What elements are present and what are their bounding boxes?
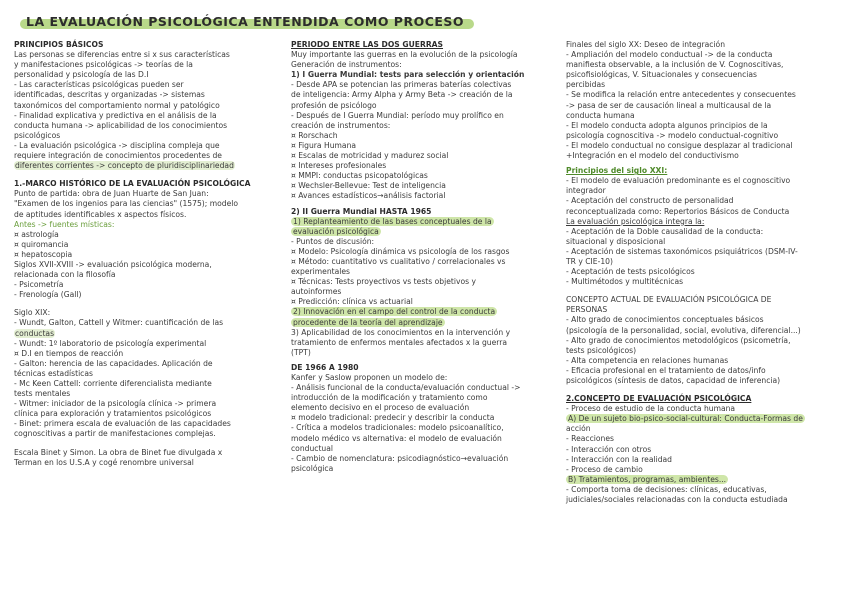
text-line: conducta humana (566, 110, 635, 120)
text-line: clínica para exploración y tratamientos psicológicos (14, 409, 212, 419)
text-line: 2.CONCEPTO DE EVALUACIÓN PSICOLÓGICA (566, 394, 752, 404)
text-line: "Examen de los ingenios para las ciencias" (1575); modelo (14, 199, 239, 209)
text-line: modelo médico vs alternativa: el modelo de evaluación (291, 433, 502, 443)
text-line: - Galton: herencia de las capacidades. Aplicación de (14, 358, 213, 368)
text-line: - Aceptación de la Doble causalidad de la conducta: (566, 226, 764, 236)
text-line: ¤ D.I en tiempos de reacción (14, 348, 124, 358)
highlighted-text: 2) Innovación en el campo del control de la conducta (293, 307, 496, 317)
text-line: relacionada con la filosofía (14, 270, 116, 280)
text-line: - Aceptación de sistemas taxonómicos psiquiátricos (DSM-IV- (566, 246, 798, 256)
text-line: psicológicos (14, 130, 61, 140)
text-line: reconceptualizada como: Repertorios Básicos de Conducta (566, 206, 790, 216)
text-line (291, 318, 561, 328)
text-line: - Frenología (Gall) (14, 290, 82, 300)
text-line: ¤ Escalas de motricidad y madurez social (291, 151, 449, 161)
text-line: ¤ Método: cuantitativo vs cualitativo / correlacionales vs (291, 256, 506, 266)
text-line: tests mentales (14, 389, 71, 399)
text-line: creación de instrumentos: (291, 120, 391, 130)
text-line: 1) I Guerra Mundial: tests para selección y orientación (291, 70, 525, 80)
text-line: +Integración en el modelo del conductivismo (566, 151, 739, 161)
text-line (14, 161, 282, 171)
text-line: psicológicos (síntesis de datos, capacidad de inferencia) (566, 376, 781, 385)
text-line: - Puntos de discusión: (291, 236, 375, 246)
text-line: DE 1966 A 1980 (291, 362, 359, 372)
text-line: (TPT) (291, 347, 311, 357)
text-line: - Aceptación del constructo de personalidad (566, 196, 734, 206)
text-line: 1.-MARCO HISTÓRICO DE LA EVALUACIÓN PSICOLÓGICA (14, 179, 251, 189)
text-line: de inteligencia: Army Alpha y Army Beta -> creación de la (291, 90, 513, 100)
highlighted-text: conductas (15, 328, 55, 338)
text-line: - Aceptación de tests psicológicos (566, 267, 695, 277)
text-line: - Wundt: 1º laboratorio de psicología experimental (14, 338, 207, 348)
highlighted-text: A) De un sujeto bio-psico-social-cultural: Conducta-Formas de (568, 414, 803, 424)
text-line: - Alto grado de conocimientos metodológicos (psicometría, (566, 335, 791, 345)
text-line: ¤ Intereses profesionales (291, 161, 387, 171)
text-line: percibidas (566, 80, 606, 90)
text-line: tests psicológicos) (566, 345, 637, 355)
text-line: manifiesta observable, a la inclusión de V. Cognoscitivas, (566, 60, 784, 70)
text-line: psicológica (291, 463, 334, 473)
text-line: - Multimétodos y multitécnicas (566, 277, 684, 287)
text-line: elemento decisivo en el proceso de evaluación (291, 403, 470, 413)
spacer (566, 287, 844, 295)
text-line: Siglos XVII-XVIII -> evaluación psicológica moderna, (14, 259, 212, 269)
text-line: 2) II Guerra Mundial HASTA 1965 (291, 206, 432, 216)
text-line: ¤ MMPI: conductas psicopatológicas (291, 171, 428, 181)
text-line: acción (566, 424, 591, 434)
text-line: Antes -> fuentes místicas: (14, 219, 115, 229)
text-line: técnicas estadísticas (14, 368, 93, 378)
column-middle (291, 40, 561, 474)
text-line: y manifestaciones psicológicas -> teorías de la (14, 60, 193, 70)
spacer (566, 386, 844, 394)
text-line: - Proceso de cambio (566, 464, 643, 474)
text-line: Generación de instrumentos: (291, 60, 402, 70)
text-line: - Análisis funcional de la conducta/evaluación conductual -> (291, 383, 521, 393)
text-line: - Reacciones (566, 434, 614, 444)
text-line: - Finalidad explicativa y predictiva en el análisis de la (14, 110, 217, 120)
text-line: requiere integración de conocimientos procedentes de (14, 151, 222, 161)
text-line: personalidad y psicología de las D.I (14, 70, 149, 80)
text-line: - Proceso de estudio de la conducta humana (566, 404, 736, 414)
column-right (566, 40, 844, 505)
text-line: - Interacción con la realidad (566, 454, 672, 464)
text-line: ¤ astrología (14, 229, 59, 239)
text-line: - Eficacia profesional en el tratamiento de datos/info (566, 365, 766, 375)
text-line (14, 329, 282, 339)
text-line: psicofisiológicas, V. Situacionales y consecuencias (566, 70, 758, 80)
text-line: PERSONAS (566, 305, 608, 315)
text-line: ¤ Avances estadísticos→análisis factorial (291, 191, 446, 201)
text-line: PRINCIPIOS BÁSICOS (14, 40, 104, 49)
text-line: autoinformes (291, 287, 342, 297)
text-line: CONCEPTO ACTUAL DE EVALUACIÓN PSICOLÓGICA DE (566, 295, 772, 305)
text-line: psicología cognoscitiva -> modelo conductual-cognitivo (566, 130, 779, 140)
text-line: de aptitudes identificables x aspectos físicos. (14, 209, 187, 219)
text-line: Escala Binet y Simon. La obra de Binet fue divulgada x (14, 447, 223, 457)
text-line: ¤ Modelo: Psicología dinámica vs psicología de los rasgos (291, 246, 510, 256)
text-line: ¤ Predicción: clínica vs actuarial (291, 297, 413, 307)
highlighted-text: procedente de la teoría del aprendizaje (293, 317, 443, 327)
text-line: - Después de I Guerra Mundial: período muy prolífico en (291, 110, 504, 120)
text-line: Punto de partida: obra de Juan Huarte de San Juan: (14, 189, 209, 199)
text-line: Siglo XIX: (14, 308, 51, 318)
text-line: - Mc Keen Cattell: corriente diferencialista mediante (14, 379, 212, 388)
title-text: LA EVALUACIÓN PSICOLÓGICA ENTENDIDA COMO PROCESO (26, 14, 465, 29)
text-line: PERIODO ENTRE LAS DOS GUERRAS (291, 40, 444, 49)
text-line: introducción de la modificación y tratamiento como (291, 393, 488, 403)
text-line: TR y CIE-10) (566, 256, 613, 266)
text-line: Kanfer y Saslow proponen un modelo de: (291, 373, 448, 382)
text-line: taxonómicos del comportamiento normal y patológico (14, 100, 220, 110)
text-line: situacional y disposicional (566, 236, 666, 246)
text-line: ¤ quiromancia (14, 239, 69, 249)
text-line (566, 475, 844, 485)
text-line: ¤ Figura Humana (291, 140, 357, 150)
text-line: ¤ modelo tradicional: predecir y describir la conducta (291, 413, 495, 423)
text-line: ¤ Wechsler-Bellevue: Test de inteligencia (291, 181, 446, 191)
column-left (14, 40, 282, 468)
text-line: - La evaluación psicológica -> disciplina compleja que (14, 140, 220, 150)
text-line: Las personas se diferencias entre si x sus características (14, 50, 230, 60)
text-line: - Ampliación del modelo conductual -> de la conducta (566, 50, 773, 60)
text-line: ¤ Rorschach (291, 130, 338, 140)
text-line: cognoscitivas a partir de manifestaciones complejas. (14, 429, 216, 439)
spacer (14, 300, 282, 308)
text-line: ¤ hepatoscopia (14, 249, 73, 259)
text-line (291, 217, 561, 227)
spacer (14, 171, 282, 179)
text-line: - Psicometría (14, 280, 64, 290)
text-line: - Witmer: iniciador de la psicología clínica -> primera (14, 399, 217, 409)
highlighted-text: diferentes corrientes -> concepto de pluridisciplinariedad (15, 161, 234, 171)
text-line: -> pasa de ser de causación lineal a multicausal de la (566, 100, 772, 110)
text-line: - Se modifica la relación entre antecedentes y consecuentes (566, 90, 796, 100)
text-line: - Alto grado de conocimientos conceptuales básicos (566, 315, 764, 325)
text-line: (psicología de la personalidad, social, evolutiva, diferencial...) (566, 325, 801, 335)
text-line: - Comporta toma de decisiones: clínicas, educativas, (566, 484, 767, 494)
text-line: - Cambio de nomenclatura: psicodiagnóstico→evaluación (291, 453, 509, 463)
text-line: 3) Aplicabilidad de los conocimientos en la intervención y (291, 327, 511, 337)
text-line: tratamiento de enfermos mentales afectados x la guerra (291, 337, 508, 347)
text-line: - Wundt, Galton, Cattell y Witmer: cuantificación de las (14, 318, 224, 328)
text-line: Terman en los U.S.A y cogé renombre universal (14, 457, 194, 467)
text-line: Finales del siglo XX: Deseo de integración (566, 40, 726, 49)
text-line: ¤ Técnicas: Tests proyectivos vs tests objetivos y (291, 277, 476, 287)
text-line: experimentales (291, 267, 351, 277)
text-line: - Crítica a modelos tradicionales: modelo psicoanalítico, (291, 423, 504, 433)
text-line: - Desde APA se potencian las primeras baterías colectivas (291, 80, 512, 90)
text-line: - El modelo de evaluación predominante es el cognoscitivo (566, 176, 791, 186)
spacer (14, 440, 282, 448)
highlighted-text: evaluación psicológica (293, 226, 379, 236)
text-line (291, 307, 561, 317)
text-line: Principios del siglo XXI: (566, 166, 668, 176)
text-line: integrador (566, 186, 606, 196)
page-title (20, 14, 470, 29)
text-line: - El modelo conductual no consigue desplazar al tradicional (566, 140, 793, 150)
text-line: - Binet: primera escala de evaluación de las capacidades (14, 419, 231, 429)
text-line: conducta humana -> aplicabilidad de los conocimientos (14, 120, 228, 130)
text-line: Muy importante las guerras en la evolución de la psicología (291, 50, 518, 60)
text-line: La evaluación psicológica integra la: (566, 216, 705, 226)
text-line: - El modelo conducta adopta algunos principios de la (566, 120, 768, 130)
text-line: - Interacción con otros (566, 444, 652, 454)
text-line (566, 414, 844, 424)
text-line: judiciales/sociales relacionadas con la conducta estudiada (566, 495, 788, 505)
text-line (291, 227, 561, 237)
text-line: conductual (291, 443, 333, 453)
text-line: - Alta competencia en relaciones humanas (566, 355, 729, 365)
text-line: profesión de psicólogo (291, 100, 377, 110)
text-line: - Las características psicológicas pueden ser (14, 80, 184, 90)
highlighted-text: 1) Replanteamiento de las bases conceptuales de la (293, 216, 492, 226)
highlighted-text: B) Tratamientos, programas, ambientes... (568, 474, 727, 484)
text-line: identificadas, descritas y organizadas -> sistemas (14, 90, 205, 100)
